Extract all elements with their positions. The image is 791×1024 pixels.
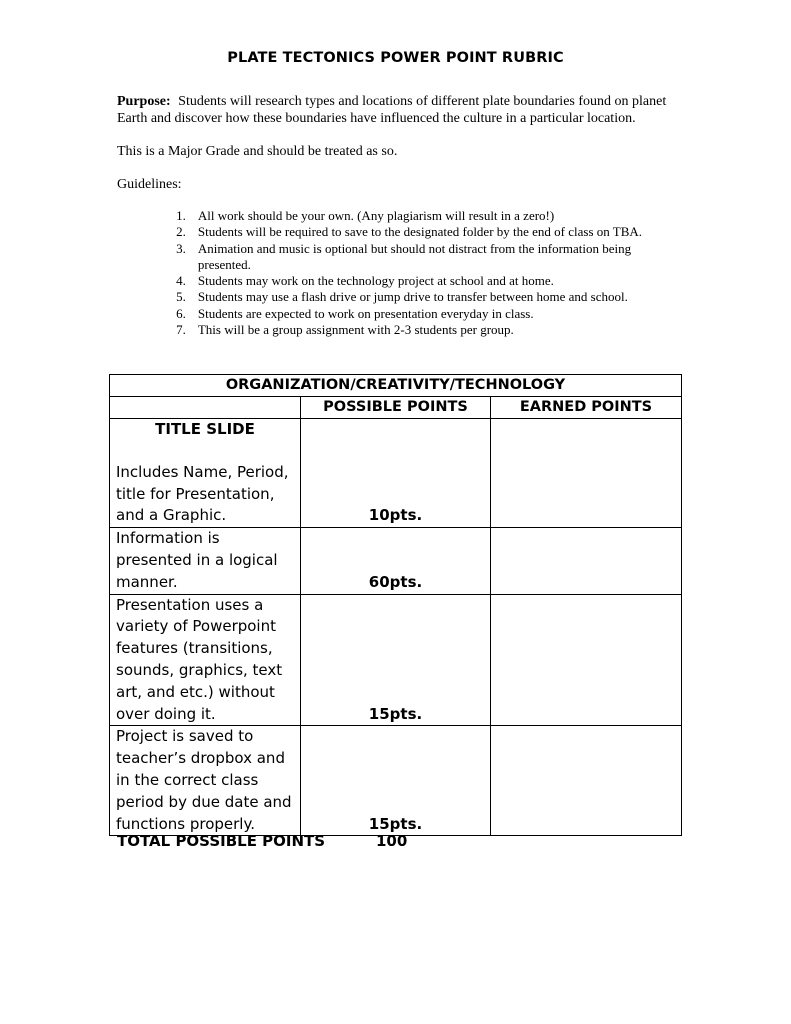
criteria-cell (110, 419, 301, 528)
criteria-text: Information is presented in a logical manner. (116, 529, 278, 591)
rubric-column-header-row (110, 397, 682, 419)
guideline-number: 1. (176, 208, 186, 223)
rubric-table (109, 374, 682, 836)
rubric-row (110, 726, 682, 836)
guideline-item (117, 322, 687, 338)
earned-points-cell[interactable] (491, 726, 682, 836)
possible-points-cell (301, 594, 491, 726)
criteria-text: Presentation uses a variety of Powerpoint features (transitions, sounds, graphics, text art, and etc.) without over doing it. (116, 595, 283, 723)
criteria-cell (110, 726, 301, 836)
guideline-text: Students may use a flash drive or jump drive to transfer between home and school. (197, 289, 628, 305)
criteria-text: Project is saved to teacher’s dropbox and in the correct class period by due date and functions properly. (116, 727, 292, 833)
guideline-number: 2. (176, 224, 186, 240)
guideline-item (117, 241, 687, 274)
criteria-cell (110, 528, 301, 594)
guidelines-label: Guidelines: (117, 177, 182, 192)
guideline-item (117, 289, 687, 305)
document-title: PLATE TECTONICS POWER POINT RUBRIC (227, 50, 564, 66)
possible-points-cell (301, 726, 491, 836)
purpose-text: Students will research types and locations of different plate boundaries found on planet Earth and discover how these boundaries have influenced the culture in a particular location. (117, 94, 667, 126)
rubric-row (110, 594, 682, 726)
guideline-text: All work should be your own. (Any plagiarism will result in a zero!) (197, 208, 555, 223)
guideline-item (117, 273, 687, 289)
guideline-number: 6. (176, 305, 186, 321)
rubric-row (110, 528, 682, 594)
total-value: 100 (376, 832, 408, 850)
purpose-label: Purpose: (117, 94, 171, 109)
guidelines-list (117, 208, 687, 338)
guideline-number: 4. (176, 273, 186, 289)
guideline-item (117, 208, 687, 224)
possible-points-value: 15pts. (368, 814, 423, 833)
criteria-column-header (110, 397, 301, 419)
rubric-header-row (110, 375, 682, 397)
earned-points-cell[interactable] (491, 528, 682, 594)
possible-points-cell (301, 419, 491, 528)
purpose-paragraph (117, 93, 687, 127)
guideline-text: Students are expected to work on presentation everyday in class. (197, 305, 534, 321)
earned-points-header: EARNED POINTS (491, 397, 682, 419)
guideline-text: Animation and music is optional but should not distract from the information being presented. (197, 240, 632, 272)
criteria-cell (110, 594, 301, 726)
guideline-number: 5. (176, 289, 186, 305)
major-grade-note: This is a Major Grade and should be treated as so. (117, 144, 398, 159)
guideline-item (117, 224, 687, 240)
rubric-row (110, 419, 682, 528)
guideline-number: 3. (176, 240, 186, 256)
possible-points-cell (301, 528, 491, 594)
total-label: TOTAL POSSIBLE POINTS (117, 832, 326, 850)
earned-points-cell[interactable] (491, 419, 682, 528)
possible-points-value: 15pts. (368, 704, 423, 723)
guideline-text: Students may work on the technology project at school and at home. (197, 273, 554, 289)
guideline-text: Students will be required to save to the designated folder by the end of class on TBA. (197, 224, 643, 240)
guideline-number: 7. (176, 322, 186, 338)
guideline-text: This will be a group assignment with 2-3 students per group. (197, 322, 514, 338)
possible-points-header: POSSIBLE POINTS (301, 397, 491, 419)
rubric-header: ORGANIZATION/CREATIVITY/TECHNOLOGY (110, 375, 682, 397)
earned-points-cell[interactable] (491, 594, 682, 726)
criteria-text: Includes Name, Period, title for Presentation, and a Graphic. (116, 462, 289, 525)
guideline-item (117, 306, 687, 322)
possible-points-value: 60pts. (368, 572, 423, 591)
possible-points-value: 10pts. (368, 506, 423, 525)
title-slide-heading: TITLE SLIDE (155, 420, 255, 438)
